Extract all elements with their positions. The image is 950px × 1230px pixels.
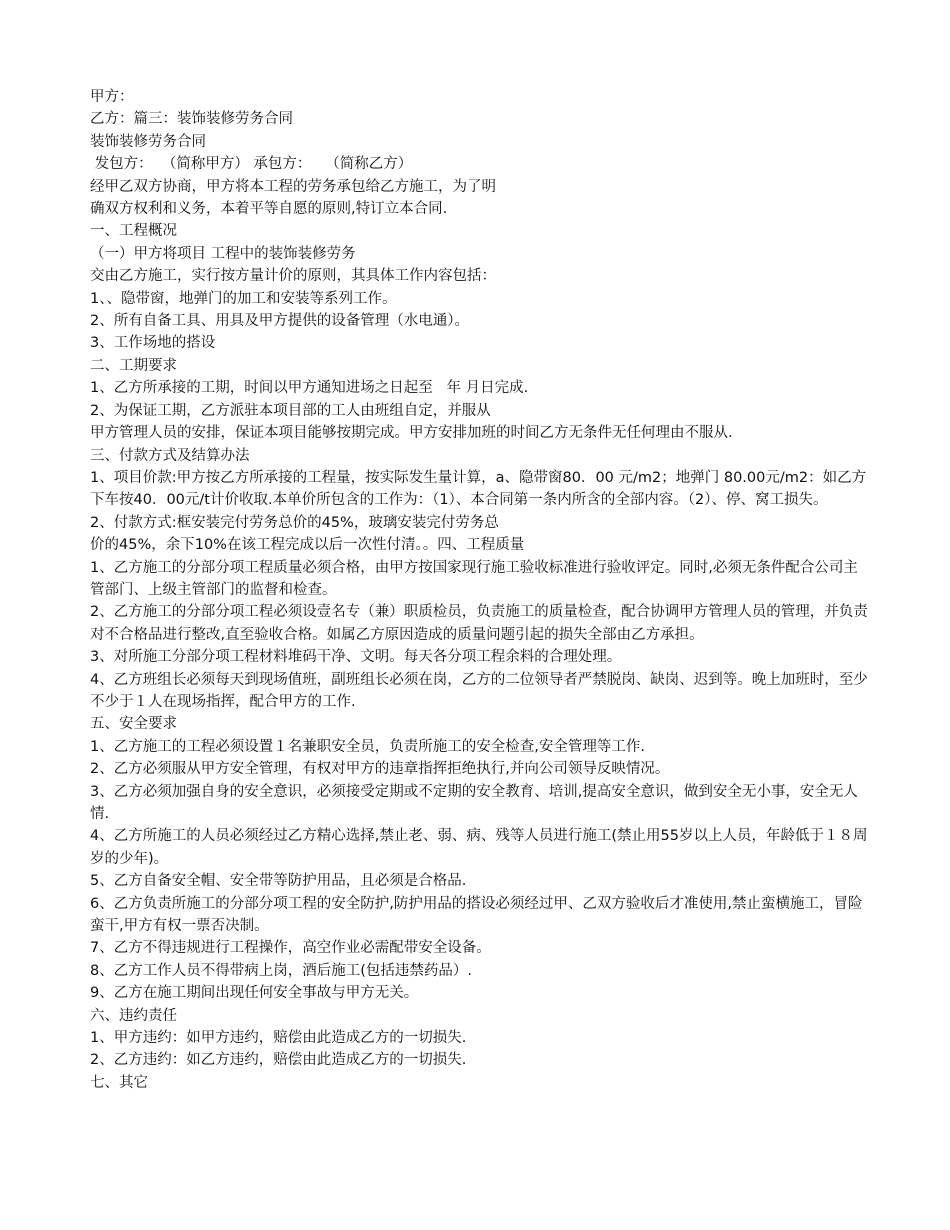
paragraph: 4、乙方所施工的人员必须经过乙方精心选择,禁止老、弱、病、残等人员进行施工(禁止用55岁以上人员，年龄低于１８周岁的少年)。 xyxy=(90,828,868,867)
text-line: 2、所有自备工具、用具及甲方提供的设备管理（水电通）。 xyxy=(90,313,469,330)
section-heading: 一、工程概况 xyxy=(90,223,177,240)
paragraph: 6、乙方负责所施工的分部分项工程的安全防护,防护用品的搭设必须经过甲、乙双方验收后才准使用,禁止蛮横施工，冒险蛮干,甲方有权一票否决制。 xyxy=(90,895,863,935)
text-line: 2、乙方违约：如乙方违约，赔偿由此造成乙方的一切损失. xyxy=(90,1052,467,1069)
paragraph: 4、乙方班组长必须每天到现场值班，副班组长必须在岗，乙方的二位领导者严禁脱岗、缺岗、迟到等。晚上加班时，至少不少于１人在现场指挥，配合甲方的工作. xyxy=(90,671,868,710)
text-line: 3、工作场地的搭设 xyxy=(90,335,216,352)
text-line: （一）甲方将项目 工程中的装饰装修劳务 xyxy=(90,245,356,262)
text-line: 1、乙方所承接的工期，时间以甲方通知进场之日起至 年 月日完成. xyxy=(90,380,529,397)
text-line: 2、付款方式:框安装完付劳务总价的45%，玻璃安装完付劳务总 xyxy=(90,514,499,531)
text-line: 甲方： xyxy=(90,89,134,105)
text-line: 甲方管理人员的安排，保证本项目能够按期完成。甲方安排加班的时间乙方无条件无任何理由不服从. xyxy=(90,425,733,442)
paragraph: 1、项目价款:甲方按乙方所承接的工程量，按实际发生量计算，a、隐带窗80．00 元/m2；地弹门 80.00元/m2：如乙方下车按40．00元/t计价收取.本单价所包含的工作为：（1）、本合同第一条内所含的全部内容。（2）、停、窝工损失。 xyxy=(90,469,867,509)
section-heading: 七、其它 xyxy=(90,1074,148,1091)
section-heading: 二、工期要求 xyxy=(90,357,177,374)
paragraph: 2、乙方施工的分部分项工程必须设壹名专（兼）职质检员，负责施工的质量检查，配合协调甲方管理人员的管理，并负责对不合格品进行整改,直至验收合格。如属乙方原因造成的质量问题引起的损失全部由乙方承担。 xyxy=(90,604,868,643)
text-line: 2、为保证工期，乙方派驻本项目部的工人由班组自定，并服从 xyxy=(90,402,491,419)
text-line: 乙方：篇三：装饰装修劳务合同 xyxy=(90,111,293,128)
section-heading: 三、付款方式及结算办法 xyxy=(90,447,250,464)
text-line: 确双方权利和义务，本着平等自愿的原则,特订立本合同. xyxy=(90,201,448,218)
section-heading: 五、安全要求 xyxy=(90,716,177,733)
text-line: 经甲乙双方协商，甲方将本工程的劳务承包给乙方施工，为了明 xyxy=(90,178,496,195)
text-line: 9、乙方在施工期间出现任何安全事故与甲方无关。 xyxy=(90,985,419,1002)
text-line: 8、乙方工作人员不得带病上岗，酒后施工(包括违禁药品）. xyxy=(90,962,472,979)
section-heading: 六、违约责任 xyxy=(90,1007,177,1024)
paragraph: 3、乙方必须加强自身的安全意识，必须接受定期或不定期的安全教育、培训,提高安全意识，做到安全无小事，安全无人情. xyxy=(90,783,858,822)
text-line: 价的45%，余下10%在该工程完成以后一次性付清。。四、工程质量 xyxy=(90,537,525,554)
text-line: 1、甲方违约：如甲方违约，赔偿由此造成乙方的一切损失. xyxy=(90,1030,467,1047)
text-line: 1、、隐带窗，地弹门的加工和安装等系列工作。 xyxy=(90,290,397,307)
text-line: 7、乙方不得违规进行工程操作，高空作业必需配带安全设备。 xyxy=(90,940,491,957)
paragraph: 1、乙方施工的分部分项工程质量必须合格，由甲方按国家现行施工验收标准进行验收评定。同时,必须无条件配合公司主管部门、上级主管部门的监督和检查。 xyxy=(90,559,858,598)
contract-document xyxy=(90,86,870,1094)
text-line: 1、乙方施工的工程必须设置１名兼职安全员，负责所施工的安全检查,安全管理等工作. xyxy=(90,738,645,755)
parties-line: 发包方： （简称甲方） 承包方： （简称乙方） xyxy=(90,156,413,173)
text-line: 3、对所施工分部分项工程材料堆码干净、文明。每天各分项工程余料的合理处理。 xyxy=(90,649,622,666)
text-line: 5、乙方自备安全帽、安全带等防护用品，且必须是合格品. xyxy=(90,873,467,890)
text-line: 2、乙方必须服从甲方安全管理，有权对甲方的违章指挥拒绝执行,并向公司领导反映情况。 xyxy=(90,761,670,778)
document-title: 装饰装修劳务合同 xyxy=(90,133,206,150)
text-line: 交由乙方施工，实行按方量计价的原则，其具体工作内容包括： xyxy=(90,268,496,285)
